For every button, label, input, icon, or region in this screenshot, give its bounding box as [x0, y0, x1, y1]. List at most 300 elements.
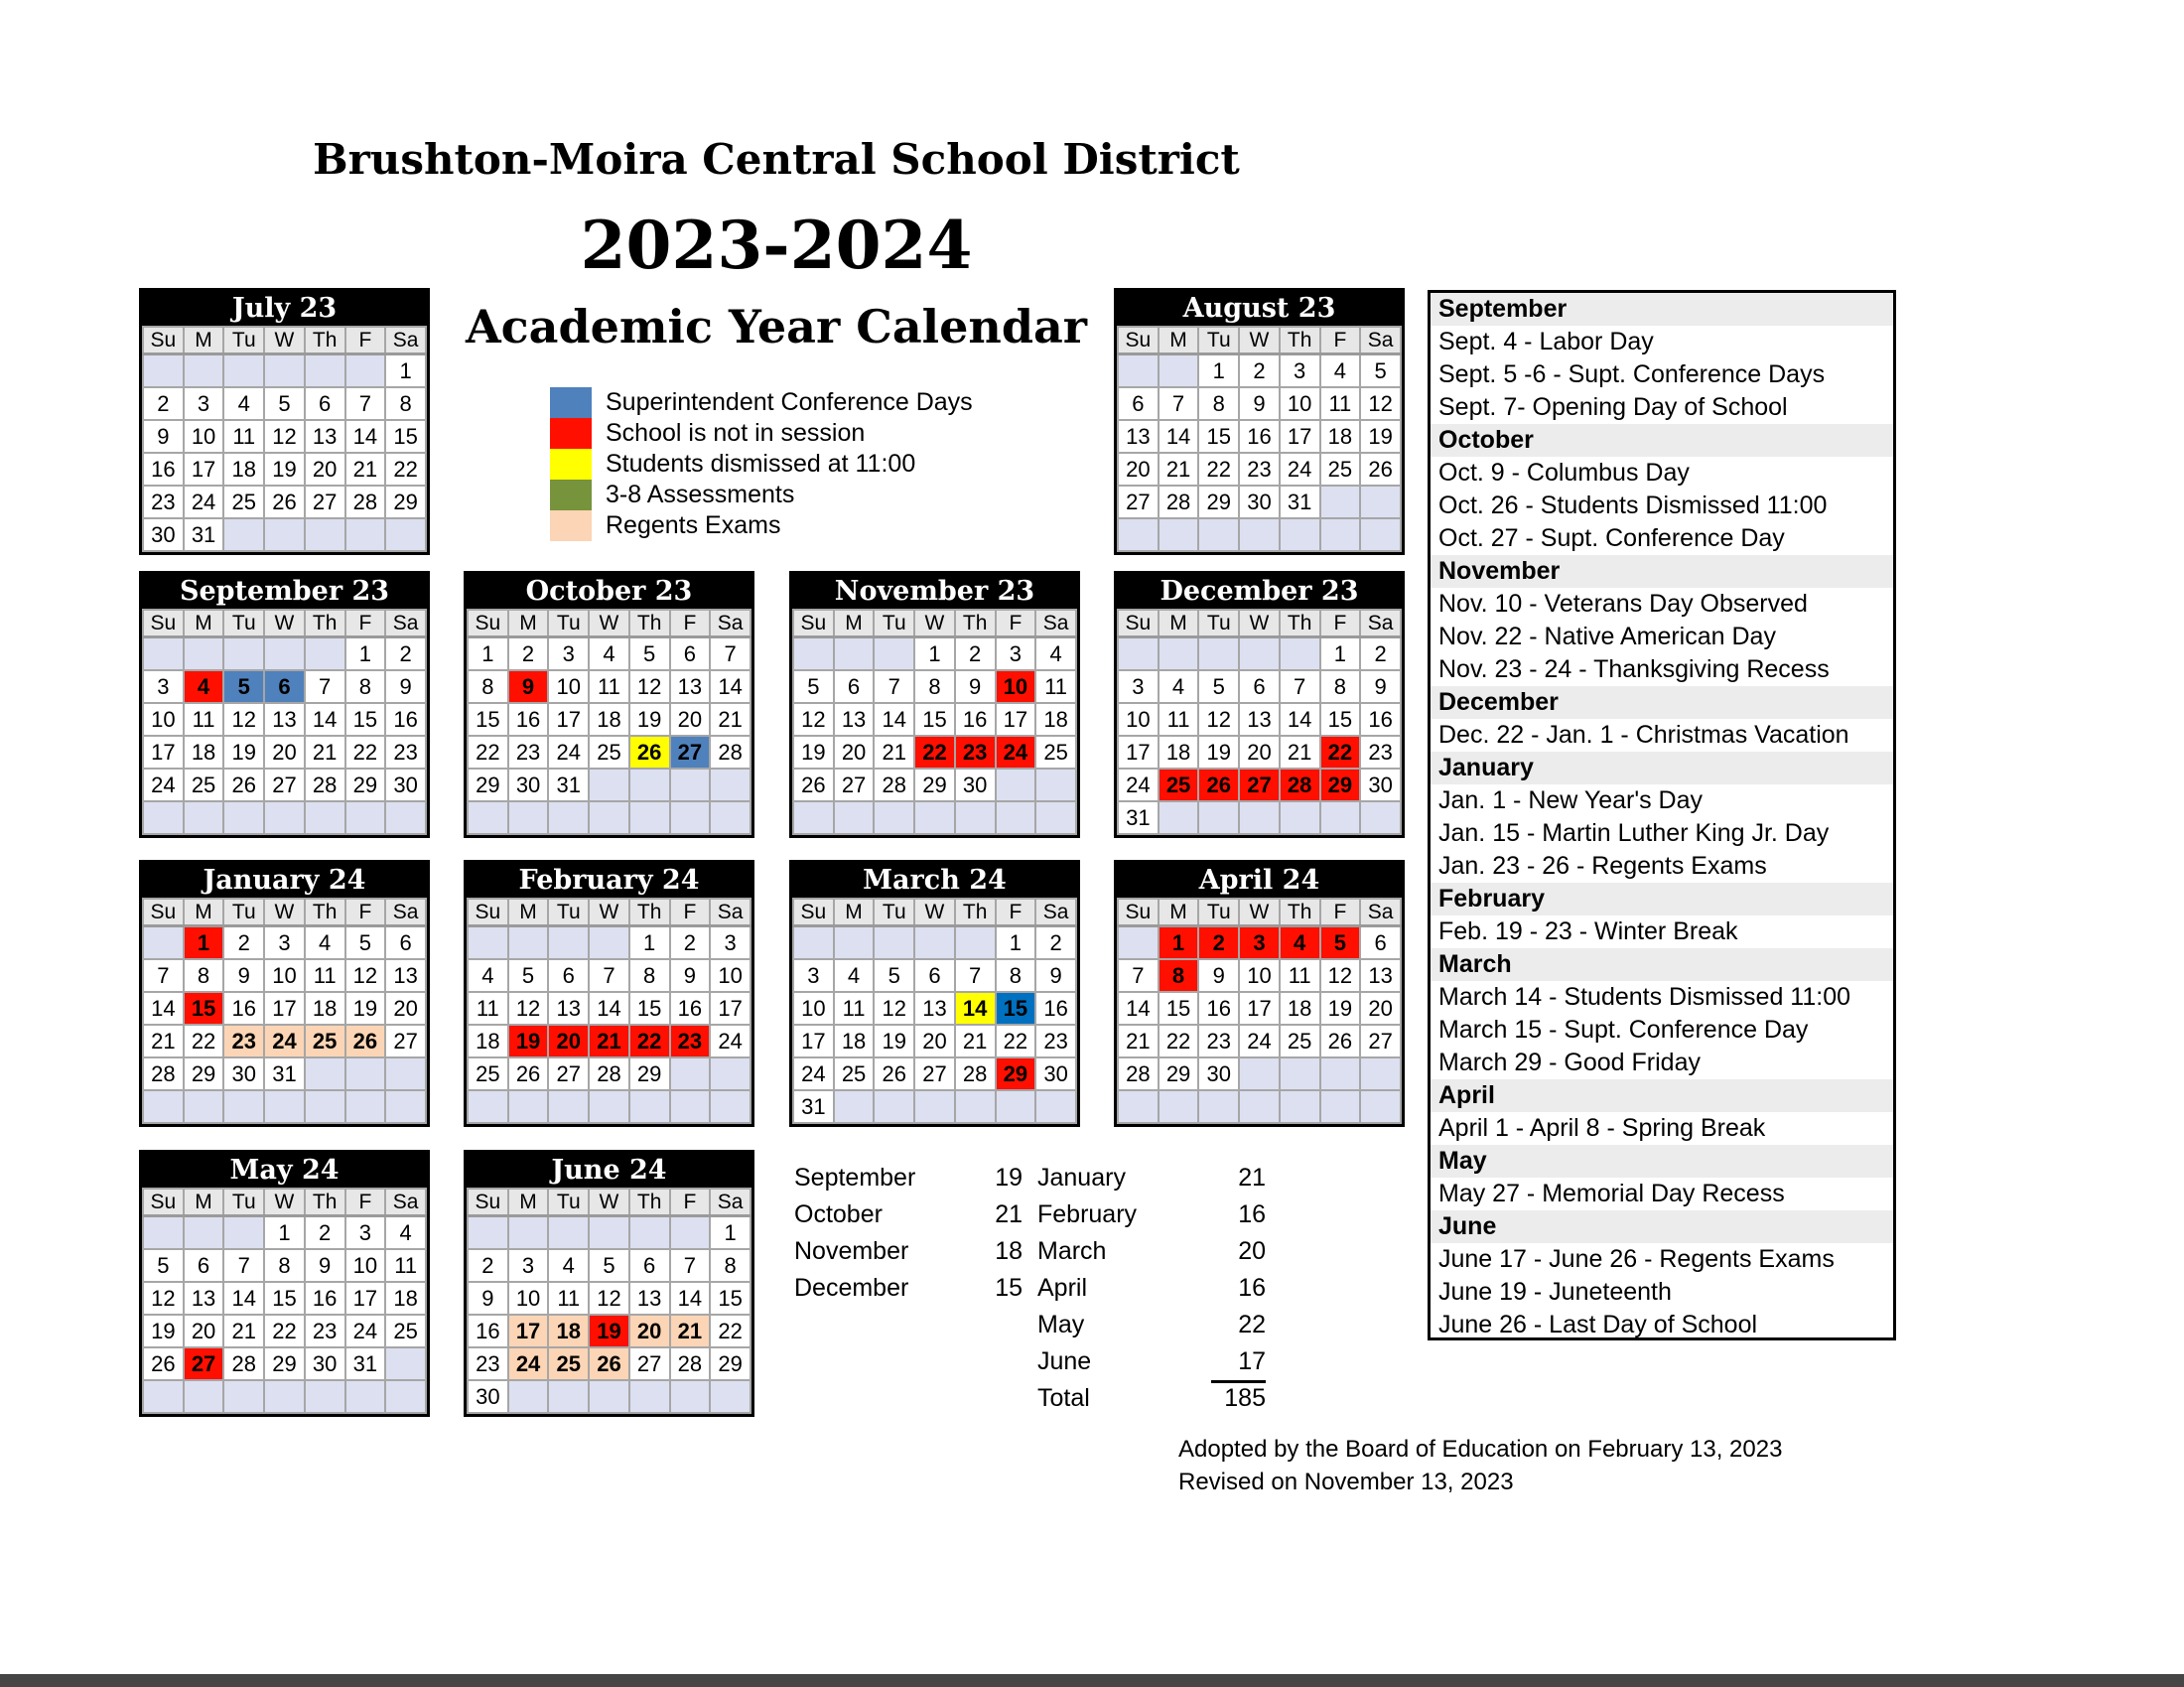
day-cell: 6: [1360, 926, 1401, 960]
empty-cell: [1198, 637, 1239, 671]
day-count-value: 17: [1211, 1343, 1266, 1383]
key-dates-event: Jan. 15 - Martin Luther King Jr. Day: [1431, 817, 1893, 850]
week-row: [143, 1347, 426, 1380]
weekday-header-cell: M: [1159, 610, 1199, 637]
empty-cell: [385, 801, 426, 834]
week-row: [143, 801, 426, 834]
empty-cell: [589, 926, 629, 960]
weekday-header-cell: Th: [1280, 899, 1320, 926]
day-cell: 18: [184, 736, 224, 769]
month-calendar-may-24: [139, 1150, 430, 1417]
week-row: [1118, 769, 1401, 801]
day-cell: 23: [143, 486, 184, 518]
day-cell: 29: [264, 1347, 305, 1380]
empty-cell: [629, 801, 670, 834]
day-count-row: [1037, 1196, 1266, 1233]
day-count-row: [794, 1270, 1023, 1307]
day-cell: 16: [1198, 992, 1239, 1025]
week-row: [1118, 926, 1401, 960]
day-cell: 8: [1198, 387, 1239, 420]
day-cell: 10: [143, 703, 184, 736]
empty-cell: [305, 801, 345, 834]
day-cell: 2: [468, 1249, 508, 1282]
empty-cell: [874, 801, 914, 834]
empty-cell: [1280, 801, 1320, 834]
day-cell: 19: [223, 736, 264, 769]
empty-cell: [1360, 486, 1401, 518]
day-cell: 6: [670, 637, 711, 671]
day-cell: 21: [874, 736, 914, 769]
day-cell: 7: [223, 1249, 264, 1282]
day-cell: 4: [589, 637, 629, 671]
legend-swatch-peach: [550, 510, 592, 541]
day-cell: 23: [508, 736, 549, 769]
week-row: [1118, 992, 1401, 1025]
day-cell: 4: [184, 670, 224, 703]
week-row: [143, 736, 426, 769]
day-cell: 26: [1198, 769, 1239, 801]
weekday-header-row: [143, 899, 426, 926]
day-cell: 26: [589, 1347, 629, 1380]
day-cell: 22: [914, 736, 955, 769]
day-cell: 5: [1198, 670, 1239, 703]
month-calendar-january-24: [139, 860, 430, 1127]
day-cell: 4: [548, 1249, 589, 1282]
day-cell: 11: [305, 959, 345, 992]
day-cell: 24: [1118, 769, 1159, 801]
day-count-row: [1037, 1343, 1266, 1380]
key-dates-month-header: December: [1431, 686, 1893, 719]
day-cell: 27: [1118, 486, 1159, 518]
month-title: December 23: [1117, 574, 1402, 609]
empty-cell: [1239, 518, 1280, 551]
day-cell: 26: [143, 1347, 184, 1380]
day-cell: 28: [1280, 769, 1320, 801]
empty-cell: [264, 354, 305, 388]
weekday-header-cell: W: [1239, 610, 1280, 637]
weekday-header-cell: Th: [305, 327, 345, 354]
day-cell: 14: [345, 420, 386, 453]
key-dates-event: June 19 - Juneteenth: [1431, 1276, 1893, 1309]
day-cell: 27: [670, 736, 711, 769]
week-row: [1118, 1057, 1401, 1090]
empty-cell: [874, 637, 914, 671]
day-cell: 19: [793, 736, 834, 769]
weekday-header-cell: Tu: [1198, 610, 1239, 637]
day-cell: 29: [1159, 1057, 1199, 1090]
weekday-header-cell: F: [670, 1189, 711, 1216]
day-cell: 5: [1320, 926, 1361, 960]
key-dates-event: Sept. 4 - Labor Day: [1431, 326, 1893, 358]
day-cell: 5: [874, 959, 914, 992]
weekday-header-cell: Tu: [548, 1189, 589, 1216]
day-cell: 27: [914, 1057, 955, 1090]
day-cell: 5: [143, 1249, 184, 1282]
day-cell: 7: [670, 1249, 711, 1282]
page-title-year: 2023-2024: [580, 207, 973, 284]
day-cell: 28: [589, 1057, 629, 1090]
weekday-header-cell: Th: [629, 899, 670, 926]
day-cell: 20: [305, 453, 345, 486]
day-cell: 21: [670, 1315, 711, 1347]
day-cell: 21: [710, 703, 751, 736]
week-row: [1118, 801, 1401, 834]
day-count-month: January: [1037, 1164, 1126, 1192]
month-title: August 23: [1117, 291, 1402, 326]
legend-label: Regents Exams: [606, 511, 781, 539]
day-cell: 15: [710, 1282, 751, 1315]
day-cell: 30: [1198, 1057, 1239, 1090]
day-cell: 12: [508, 992, 549, 1025]
empty-cell: [1159, 354, 1199, 388]
day-cell: 7: [874, 670, 914, 703]
empty-cell: [1198, 518, 1239, 551]
weekday-header-row: [143, 327, 426, 354]
day-cell: 15: [996, 992, 1036, 1025]
day-cell: 31: [1280, 486, 1320, 518]
week-row: [793, 801, 1076, 834]
day-cell: 30: [1035, 1057, 1076, 1090]
day-cell: 30: [143, 518, 184, 551]
weekday-header-cell: M: [184, 327, 224, 354]
day-cell: 14: [305, 703, 345, 736]
day-cell: 10: [793, 992, 834, 1025]
day-cell: 12: [793, 703, 834, 736]
empty-cell: [143, 1216, 184, 1250]
day-cell: 29: [914, 769, 955, 801]
empty-cell: [385, 1057, 426, 1090]
empty-cell: [710, 801, 751, 834]
day-cell: 9: [468, 1282, 508, 1315]
empty-cell: [710, 769, 751, 801]
weekday-header-cell: Th: [1280, 327, 1320, 354]
week-row: [793, 1025, 1076, 1057]
day-cell: 29: [1320, 769, 1361, 801]
day-cell: 12: [1360, 387, 1401, 420]
day-cell: 21: [589, 1025, 629, 1057]
weekday-header-cell: M: [508, 899, 549, 926]
week-row: [468, 1090, 751, 1123]
day-cell: 28: [223, 1347, 264, 1380]
day-cell: 5: [1360, 354, 1401, 388]
day-cell: 3: [996, 637, 1036, 671]
weekday-header-cell: F: [996, 610, 1036, 637]
day-cell: 17: [996, 703, 1036, 736]
day-cell: 24: [996, 736, 1036, 769]
day-cell: 6: [264, 670, 305, 703]
weekday-header-cell: Tu: [1198, 327, 1239, 354]
day-cell: 7: [589, 959, 629, 992]
week-row: [468, 1249, 751, 1282]
day-cell: 6: [184, 1249, 224, 1282]
weekday-header-cell: W: [264, 610, 305, 637]
empty-cell: [1239, 801, 1280, 834]
weekday-header-cell: F: [1320, 327, 1361, 354]
empty-cell: [710, 1090, 751, 1123]
weekday-header-cell: F: [996, 899, 1036, 926]
week-row: [468, 1282, 751, 1315]
weekday-header-cell: Sa: [710, 899, 751, 926]
weekday-header-cell: F: [345, 610, 386, 637]
empty-cell: [548, 801, 589, 834]
empty-cell: [834, 637, 875, 671]
month-title: March 24: [792, 863, 1077, 898]
day-cell: 25: [184, 769, 224, 801]
empty-cell: [143, 926, 184, 960]
day-cell: 12: [143, 1282, 184, 1315]
weekday-header-cell: Th: [305, 899, 345, 926]
week-row: [468, 1025, 751, 1057]
day-cell: 28: [143, 1057, 184, 1090]
week-row: [793, 703, 1076, 736]
week-row: [468, 1057, 751, 1090]
day-cell: 29: [184, 1057, 224, 1090]
key-dates-panel: [1428, 290, 1896, 1340]
week-row: [468, 1216, 751, 1250]
weekday-header-cell: M: [508, 1189, 549, 1216]
day-cell: 15: [345, 703, 386, 736]
week-row: [1118, 518, 1401, 551]
key-dates-event: Sept. 5 -6 - Supt. Conference Days: [1431, 358, 1893, 391]
day-cell: 20: [914, 1025, 955, 1057]
day-cell: 7: [1159, 387, 1199, 420]
day-cell: 14: [670, 1282, 711, 1315]
weekday-header-cell: Th: [955, 899, 996, 926]
day-count-value: 20: [1238, 1237, 1266, 1265]
day-count-row: [794, 1196, 1023, 1233]
day-cell: 13: [548, 992, 589, 1025]
empty-cell: [670, 1380, 711, 1413]
weekday-header-cell: Tu: [223, 327, 264, 354]
day-cell: 31: [345, 1347, 386, 1380]
day-cell: 10: [345, 1249, 386, 1282]
day-cell: 7: [143, 959, 184, 992]
day-cell: 20: [1360, 992, 1401, 1025]
day-cell: 5: [508, 959, 549, 992]
empty-cell: [264, 518, 305, 551]
day-cell: 17: [1118, 736, 1159, 769]
day-cell: 31: [548, 769, 589, 801]
day-cell: 24: [345, 1315, 386, 1347]
day-cell: 3: [710, 926, 751, 960]
day-cell: 26: [345, 1025, 386, 1057]
day-cell: 23: [1198, 1025, 1239, 1057]
empty-cell: [670, 1216, 711, 1250]
empty-cell: [793, 637, 834, 671]
weekday-header-cell: Su: [793, 899, 834, 926]
day-cell: 25: [385, 1315, 426, 1347]
day-cell: 14: [1159, 420, 1199, 453]
day-cell: 13: [834, 703, 875, 736]
key-dates-month-header: April: [1431, 1079, 1893, 1112]
day-cell: 6: [914, 959, 955, 992]
month-title: April 24: [1117, 863, 1402, 898]
empty-cell: [385, 1347, 426, 1380]
day-cell: 24: [710, 1025, 751, 1057]
empty-cell: [1159, 1090, 1199, 1123]
day-cell: 25: [834, 1057, 875, 1090]
legend-label: 3-8 Assessments: [606, 481, 795, 508]
day-cell: 6: [385, 926, 426, 960]
day-cell: 23: [1360, 736, 1401, 769]
day-cell: 23: [1035, 1025, 1076, 1057]
day-cell: 26: [1360, 453, 1401, 486]
empty-cell: [955, 801, 996, 834]
empty-cell: [996, 1090, 1036, 1123]
day-cell: 12: [1320, 959, 1361, 992]
month-grid: [1117, 326, 1402, 552]
weekday-header-row: [1118, 610, 1401, 637]
empty-cell: [305, 637, 345, 671]
day-cell: 19: [874, 1025, 914, 1057]
key-dates-event: Feb. 19 - 23 - Winter Break: [1431, 915, 1893, 948]
day-cell: 15: [914, 703, 955, 736]
day-count-value: 185: [1224, 1384, 1266, 1412]
legend-swatch-red: [550, 418, 592, 449]
empty-cell: [1239, 637, 1280, 671]
week-row: [468, 801, 751, 834]
empty-cell: [1239, 1057, 1280, 1090]
day-cell: 26: [874, 1057, 914, 1090]
empty-cell: [305, 1057, 345, 1090]
day-cell: 28: [345, 486, 386, 518]
day-cell: 19: [629, 703, 670, 736]
day-cell: 22: [264, 1315, 305, 1347]
day-cell: 5: [264, 387, 305, 420]
day-cell: 11: [385, 1249, 426, 1282]
day-cell: 24: [508, 1347, 549, 1380]
day-cell: 23: [468, 1347, 508, 1380]
day-cell: 16: [1239, 420, 1280, 453]
day-cell: 6: [548, 959, 589, 992]
empty-cell: [1159, 801, 1199, 834]
empty-cell: [1280, 518, 1320, 551]
weekday-header-cell: Sa: [1360, 327, 1401, 354]
day-cell: 25: [1320, 453, 1361, 486]
day-cell: 12: [874, 992, 914, 1025]
day-cell: 8: [1159, 959, 1199, 992]
day-cell: 5: [629, 637, 670, 671]
empty-cell: [1239, 1090, 1280, 1123]
day-cell: 21: [1159, 453, 1199, 486]
key-dates-event: Nov. 22 - Native American Day: [1431, 621, 1893, 653]
day-cell: 15: [629, 992, 670, 1025]
day-cell: 10: [508, 1282, 549, 1315]
day-cell: 15: [385, 420, 426, 453]
weekday-header-cell: F: [670, 610, 711, 637]
day-cell: 27: [184, 1347, 224, 1380]
day-cell: 16: [305, 1282, 345, 1315]
day-count-row: [1037, 1160, 1266, 1196]
day-cell: 27: [1360, 1025, 1401, 1057]
day-cell: 3: [345, 1216, 386, 1250]
day-cell: 11: [589, 670, 629, 703]
month-title: February 24: [467, 863, 751, 898]
month-calendar-march-24: [789, 860, 1080, 1127]
footer: [1178, 1433, 1782, 1498]
week-row: [143, 354, 426, 388]
day-cell: 17: [345, 1282, 386, 1315]
day-cell: 2: [305, 1216, 345, 1250]
day-cell: 22: [184, 1025, 224, 1057]
day-cell: 19: [589, 1315, 629, 1347]
day-cell: 4: [1159, 670, 1199, 703]
weekday-header-cell: W: [264, 327, 305, 354]
empty-cell: [1118, 518, 1159, 551]
empty-cell: [629, 1216, 670, 1250]
day-cell: 13: [629, 1282, 670, 1315]
day-count-month: October: [794, 1200, 883, 1228]
day-cell: 11: [1320, 387, 1361, 420]
week-row: [468, 992, 751, 1025]
key-dates-event: Nov. 23 - 24 - Thanksgiving Recess: [1431, 653, 1893, 686]
day-cell: 25: [1035, 736, 1076, 769]
empty-cell: [508, 926, 549, 960]
week-row: [1118, 420, 1401, 453]
weekday-header-cell: Sa: [1035, 610, 1076, 637]
day-cell: 17: [1239, 992, 1280, 1025]
weekday-header-cell: Su: [468, 899, 508, 926]
day-cell: 2: [385, 637, 426, 671]
week-row: [1118, 486, 1401, 518]
month-calendar-december-23: [1114, 571, 1405, 838]
day-cell: 15: [1159, 992, 1199, 1025]
legend-item: [550, 480, 973, 510]
day-cell: 29: [385, 486, 426, 518]
day-cell: 18: [468, 1025, 508, 1057]
empty-cell: [1118, 637, 1159, 671]
empty-cell: [508, 1216, 549, 1250]
empty-cell: [223, 637, 264, 671]
day-cell: 29: [629, 1057, 670, 1090]
empty-cell: [548, 926, 589, 960]
week-row: [143, 926, 426, 960]
weekday-header-cell: F: [345, 327, 386, 354]
day-cell: 11: [223, 420, 264, 453]
week-row: [1118, 354, 1401, 388]
week-row: [1118, 1025, 1401, 1057]
empty-cell: [223, 518, 264, 551]
day-cell: 20: [184, 1315, 224, 1347]
page-bottom-edge: [0, 1674, 2184, 1687]
day-cell: 9: [305, 1249, 345, 1282]
day-cell: 17: [793, 1025, 834, 1057]
weekday-header-cell: Sa: [1360, 899, 1401, 926]
day-cell: 11: [184, 703, 224, 736]
day-count-month: November: [794, 1237, 909, 1265]
day-cell: 3: [264, 926, 305, 960]
empty-cell: [468, 801, 508, 834]
week-row: [143, 453, 426, 486]
key-dates-event: Oct. 9 - Columbus Day: [1431, 457, 1893, 490]
empty-cell: [1360, 1057, 1401, 1090]
day-cell: 7: [345, 387, 386, 420]
day-cell: 3: [508, 1249, 549, 1282]
weekday-header-cell: F: [670, 899, 711, 926]
empty-cell: [264, 637, 305, 671]
day-cell: 6: [1239, 670, 1280, 703]
week-row: [143, 769, 426, 801]
day-cell: 30: [385, 769, 426, 801]
day-cell: 21: [1118, 1025, 1159, 1057]
day-cell: 16: [670, 992, 711, 1025]
empty-cell: [345, 1090, 386, 1123]
month-grid: [142, 898, 427, 1124]
weekday-header-cell: F: [345, 899, 386, 926]
day-cell: 12: [1198, 703, 1239, 736]
day-cell: 29: [1198, 486, 1239, 518]
day-count-value: 19: [995, 1164, 1023, 1192]
